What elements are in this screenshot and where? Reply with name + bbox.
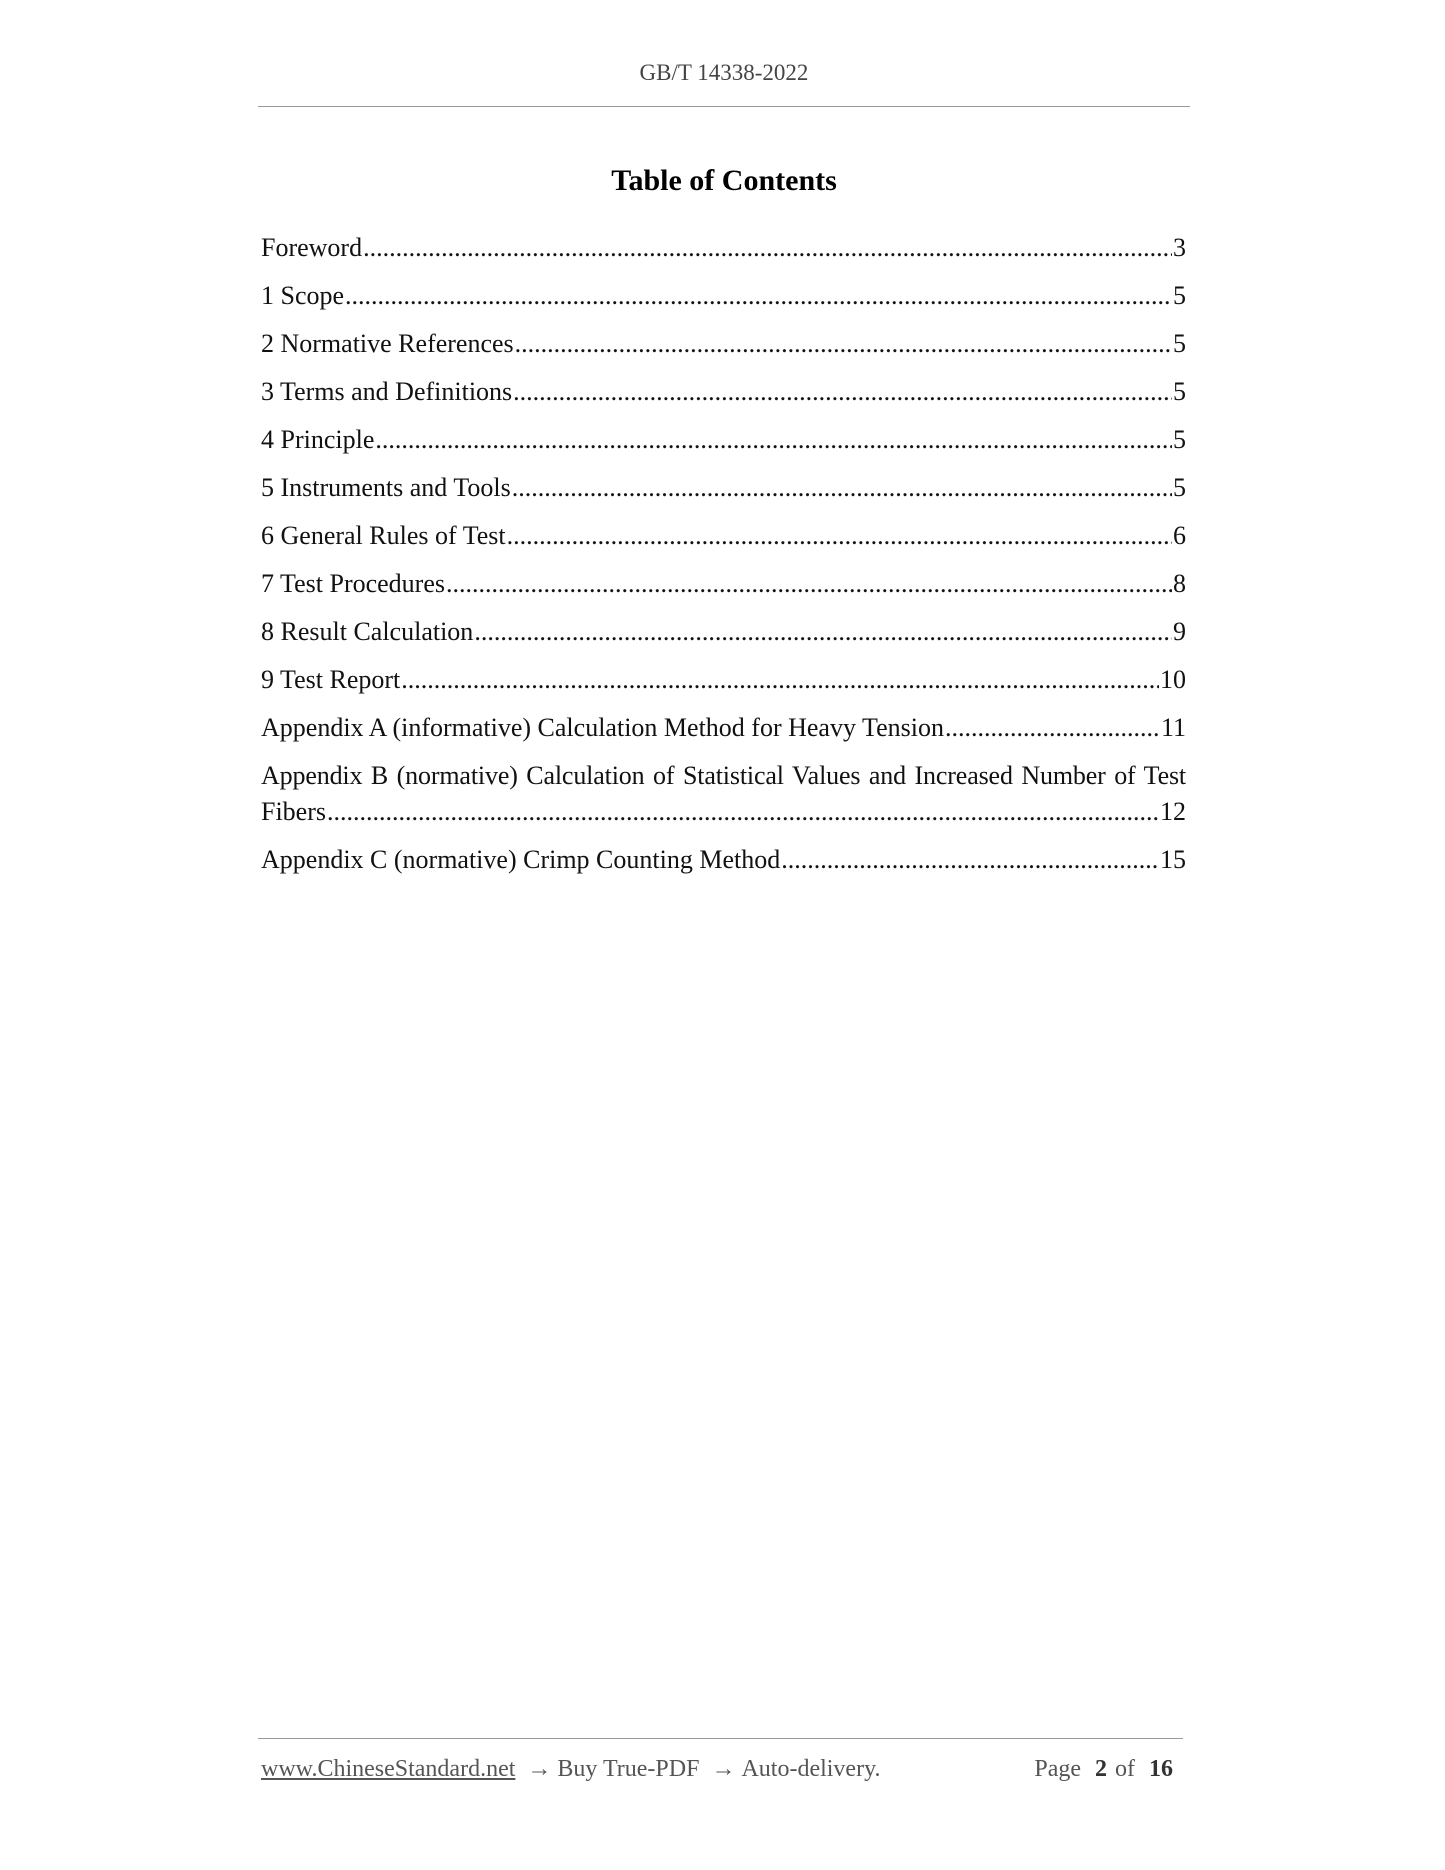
- toc-entry-label: 3 Terms and Definitions: [261, 377, 513, 406]
- current-page-number: 2: [1095, 1756, 1107, 1782]
- toc-entry-label: 2 Normative References: [261, 329, 514, 358]
- toc-entry-label: 1 Scope: [261, 281, 345, 310]
- toc-entry-principle[interactable]: [261, 422, 1186, 470]
- toc-entry-label: 6 General Rules of Test: [261, 521, 506, 550]
- toc-entry-page: 15: [1160, 845, 1186, 874]
- toc-entry-result-calculation[interactable]: [261, 614, 1186, 662]
- toc-entry-page: 3: [1173, 233, 1186, 262]
- toc-entry-page: 5: [1173, 377, 1186, 406]
- page-indicator: [1034, 1756, 1181, 1783]
- toc-entry-page: 8: [1173, 569, 1186, 598]
- toc-entry-line2: [261, 794, 1186, 830]
- toc-entry-page: 6: [1173, 521, 1186, 550]
- toc-entry-page: 9: [1173, 617, 1186, 646]
- toc-entry-page: 10: [1160, 665, 1186, 694]
- footer-promo: [261, 1756, 881, 1783]
- table-of-contents: [261, 230, 1186, 890]
- toc-entry-general-rules-of-test[interactable]: [261, 518, 1186, 566]
- toc-entry-label: 8 Result Calculation: [261, 617, 474, 646]
- toc-entry-page: 5: [1173, 473, 1186, 502]
- toc-entry-test-report[interactable]: [261, 662, 1186, 710]
- toc-entry-appendix-a[interactable]: [261, 710, 1186, 758]
- toc-entry-label: 9 Test Report: [261, 665, 401, 694]
- toc-entry-label: Appendix C (normative) Crimp Counting Method: [261, 845, 781, 874]
- toc-entry-page: 5: [1173, 329, 1186, 358]
- toc-entry-appendix-b[interactable]: [261, 758, 1186, 842]
- toc-entry-label: Appendix A (informative) Calculation Method for Heavy Tension: [261, 713, 944, 742]
- buy-true-pdf-text: Buy True-PDF: [557, 1756, 700, 1782]
- document-header: GB/T 14338-2022: [639, 60, 809, 85]
- dot-leader: [513, 374, 1172, 410]
- dot-leader: [512, 470, 1172, 506]
- dot-leader: [446, 566, 1172, 602]
- page-footer: [261, 1756, 1181, 1783]
- toc-entry-label-line2: Fibers: [261, 797, 326, 826]
- total-pages-number: 16: [1149, 1756, 1173, 1782]
- dot-leader: [507, 518, 1172, 554]
- toc-entry-scope[interactable]: [261, 278, 1186, 326]
- dot-leader: [327, 794, 1159, 830]
- toc-entry-page: 11: [1160, 713, 1186, 742]
- toc-entry-foreword[interactable]: [261, 230, 1186, 278]
- toc-entry-terms-and-definitions[interactable]: [261, 374, 1186, 422]
- toc-entry-instruments-and-tools[interactable]: [261, 470, 1186, 518]
- arrow-right-icon: →: [527, 1756, 552, 1782]
- auto-delivery-text: Auto-delivery.: [741, 1756, 881, 1782]
- of-word: of: [1115, 1756, 1135, 1782]
- toc-entry-page: 5: [1173, 281, 1186, 310]
- toc-entry-test-procedures[interactable]: [261, 566, 1186, 614]
- toc-entry-normative-references[interactable]: [261, 326, 1186, 374]
- toc-entry-page: 12: [1160, 797, 1186, 826]
- dot-leader: [363, 230, 1172, 266]
- dot-leader: [781, 842, 1159, 878]
- footer-divider: [258, 1738, 1183, 1739]
- site-link[interactable]: www.ChineseStandard.net: [261, 1756, 516, 1782]
- toc-entry-label: Foreword: [261, 233, 363, 262]
- dot-leader: [345, 278, 1172, 314]
- dot-leader: [375, 422, 1172, 458]
- toc-entry-label-line1: Appendix B (normative) Calculation of Statistical Values and Increased Number of Test: [261, 761, 1186, 790]
- toc-entry-label: 7 Test Procedures: [261, 569, 445, 598]
- dot-leader: [474, 614, 1172, 650]
- toc-entry-page: 5: [1173, 425, 1186, 454]
- toc-entry-label: 5 Instruments and Tools: [261, 473, 511, 502]
- arrow-right-icon: →: [711, 1756, 736, 1782]
- page-word: Page: [1034, 1756, 1081, 1782]
- toc-entry-appendix-c[interactable]: [261, 842, 1186, 890]
- toc-entry-label: 4 Principle: [261, 425, 375, 454]
- dot-leader: [401, 662, 1159, 698]
- dot-leader: [515, 326, 1172, 362]
- toc-title: Table of Contents: [611, 164, 837, 197]
- dot-leader: [945, 710, 1160, 746]
- header-divider: [258, 106, 1190, 107]
